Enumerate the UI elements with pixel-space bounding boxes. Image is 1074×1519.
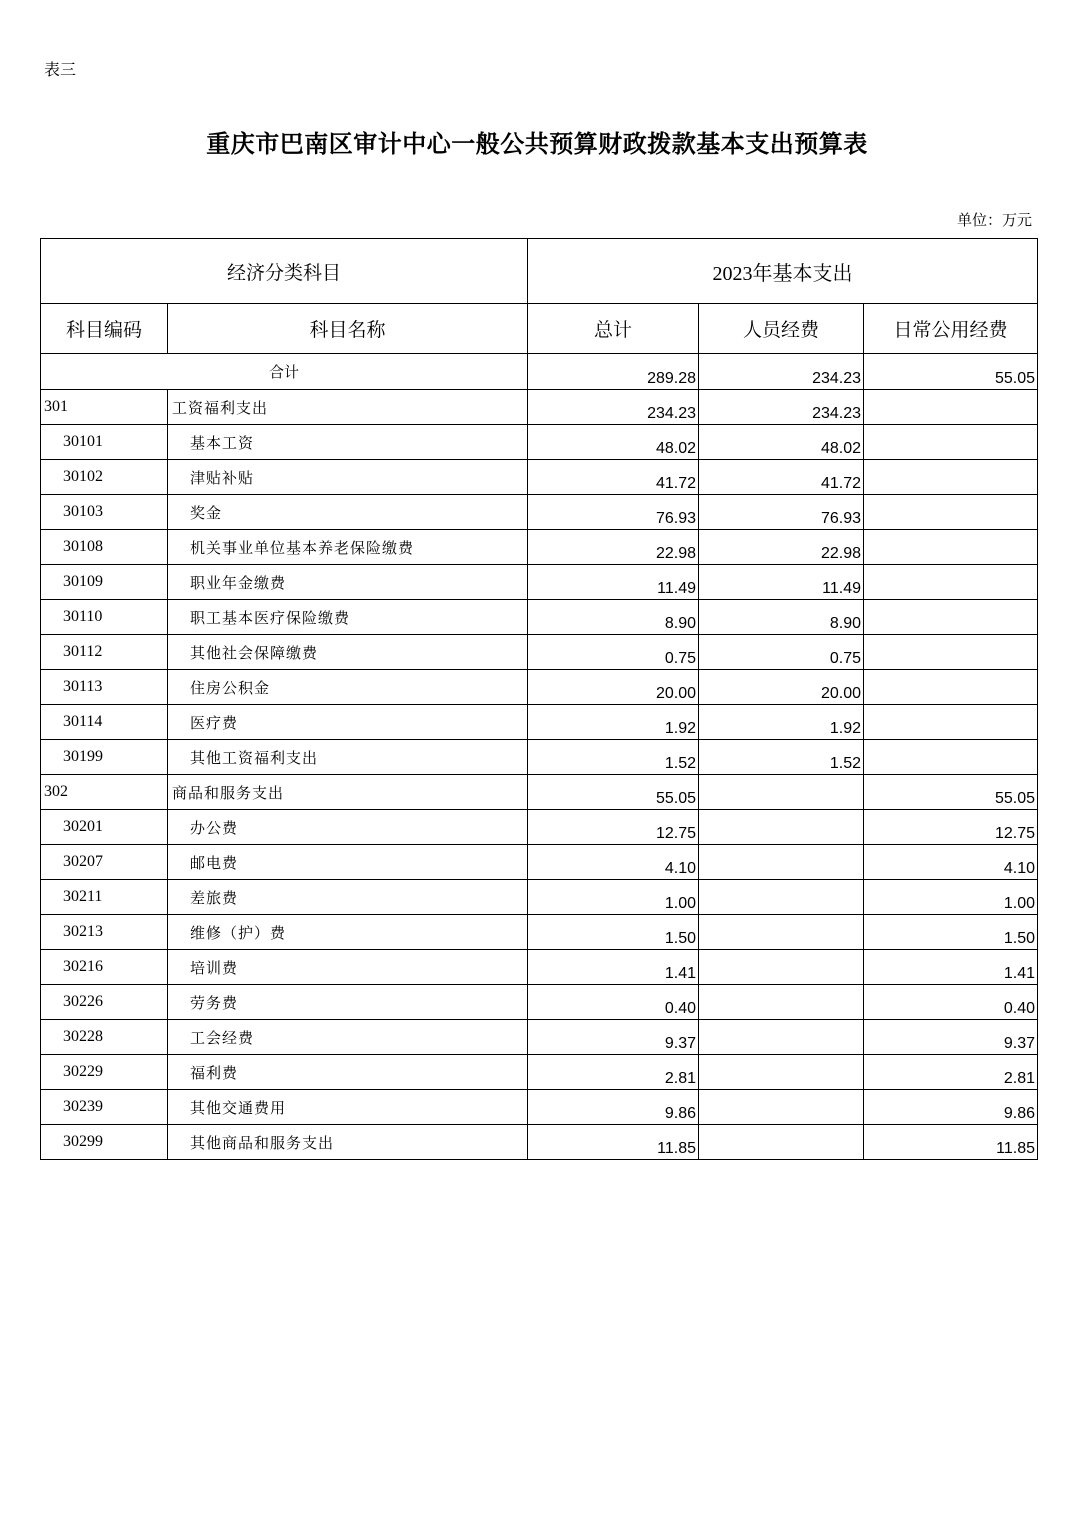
row-name: 办公费 [168, 810, 528, 845]
row-total: 12.75 [528, 810, 699, 845]
row-code: 30226 [41, 985, 168, 1020]
row-code: 30213 [41, 915, 168, 950]
row-public: 9.86 [864, 1090, 1038, 1125]
row-personnel [699, 775, 864, 810]
row-total: 1.50 [528, 915, 699, 950]
row-total: 11.85 [528, 1125, 699, 1160]
row-total: 2.81 [528, 1055, 699, 1090]
row-name: 劳务费 [168, 985, 528, 1020]
row-code: 30299 [41, 1125, 168, 1160]
row-code: 30112 [41, 635, 168, 670]
row-public [864, 565, 1038, 600]
table-row [41, 635, 1038, 670]
table-row [41, 1125, 1038, 1160]
row-code: 30216 [41, 950, 168, 985]
row-total: 1.00 [528, 880, 699, 915]
row-public [864, 635, 1038, 670]
row-code: 30207 [41, 845, 168, 880]
row-personnel: 8.90 [699, 600, 864, 635]
table-row [41, 740, 1038, 775]
row-name: 职工基本医疗保险缴费 [168, 600, 528, 635]
row-public: 1.00 [864, 880, 1038, 915]
row-public [864, 740, 1038, 775]
row-name: 津贴补贴 [168, 460, 528, 495]
row-personnel [699, 915, 864, 950]
row-personnel [699, 1090, 864, 1125]
row-code: 30211 [41, 880, 168, 915]
row-code: 30101 [41, 425, 168, 460]
row-public [864, 460, 1038, 495]
table-row [41, 810, 1038, 845]
row-personnel [699, 985, 864, 1020]
unit-note: 单位：万元 [956, 211, 1032, 229]
row-public [864, 425, 1038, 460]
header-name: 科目名称 [168, 304, 528, 354]
row-personnel [699, 950, 864, 985]
header-row-group [41, 239, 1038, 304]
row-public: 0.40 [864, 985, 1038, 1020]
table-row [41, 775, 1038, 810]
row-total: 55.05 [528, 775, 699, 810]
row-code: 302 [41, 775, 168, 810]
row-name: 职业年金缴费 [168, 565, 528, 600]
row-public [864, 670, 1038, 705]
total-amount: 289.28 [528, 354, 699, 390]
table-row [41, 950, 1038, 985]
row-total: 8.90 [528, 600, 699, 635]
row-total: 11.49 [528, 565, 699, 600]
row-code: 30114 [41, 705, 168, 740]
row-code: 30102 [41, 460, 168, 495]
total-label: 合计 [41, 354, 528, 390]
table-row [41, 880, 1038, 915]
row-code: 30109 [41, 565, 168, 600]
row-total: 234.23 [528, 390, 699, 425]
row-total: 22.98 [528, 530, 699, 565]
row-name: 其他交通费用 [168, 1090, 528, 1125]
row-code: 30199 [41, 740, 168, 775]
table-row [41, 1055, 1038, 1090]
header-row-columns [41, 304, 1038, 354]
row-name: 其他社会保障缴费 [168, 635, 528, 670]
row-name: 其他工资福利支出 [168, 740, 528, 775]
budget-table [40, 238, 1038, 1160]
header-personnel: 人员经费 [699, 304, 864, 354]
row-total: 48.02 [528, 425, 699, 460]
row-total: 0.75 [528, 635, 699, 670]
row-personnel: 76.93 [699, 495, 864, 530]
row-public: 11.85 [864, 1125, 1038, 1160]
row-personnel [699, 1125, 864, 1160]
row-code: 30239 [41, 1090, 168, 1125]
row-name: 住房公积金 [168, 670, 528, 705]
row-total: 20.00 [528, 670, 699, 705]
document-title: 重庆市巴南区审计中心一般公共预算财政拨款基本支出预算表 [206, 129, 868, 158]
total-personnel: 234.23 [699, 354, 864, 390]
row-public [864, 705, 1038, 740]
row-public: 9.37 [864, 1020, 1038, 1055]
row-public: 4.10 [864, 845, 1038, 880]
row-total: 0.40 [528, 985, 699, 1020]
row-personnel [699, 1020, 864, 1055]
header-year-expense: 2023年基本支出 [528, 239, 1038, 304]
table-label: 表三 [44, 60, 77, 79]
row-code: 30113 [41, 670, 168, 705]
row-code: 30108 [41, 530, 168, 565]
table-row [41, 390, 1038, 425]
row-personnel: 0.75 [699, 635, 864, 670]
row-personnel [699, 845, 864, 880]
table-row [41, 460, 1038, 495]
table-row [41, 915, 1038, 950]
table-row [41, 985, 1038, 1020]
table-row [41, 705, 1038, 740]
row-total: 76.93 [528, 495, 699, 530]
row-personnel: 1.52 [699, 740, 864, 775]
row-personnel [699, 880, 864, 915]
row-code: 30201 [41, 810, 168, 845]
row-personnel: 20.00 [699, 670, 864, 705]
row-public: 2.81 [864, 1055, 1038, 1090]
row-personnel: 48.02 [699, 425, 864, 460]
table-row [41, 600, 1038, 635]
row-name: 差旅费 [168, 880, 528, 915]
row-name: 工资福利支出 [168, 390, 528, 425]
row-name: 医疗费 [168, 705, 528, 740]
row-total: 9.86 [528, 1090, 699, 1125]
table-row [41, 530, 1038, 565]
table-row [41, 1020, 1038, 1055]
row-public [864, 495, 1038, 530]
header-code: 科目编码 [41, 304, 168, 354]
row-total: 9.37 [528, 1020, 699, 1055]
table-row [41, 565, 1038, 600]
row-public [864, 390, 1038, 425]
row-code: 30103 [41, 495, 168, 530]
total-row [41, 354, 1038, 390]
total-public: 55.05 [864, 354, 1038, 390]
header-total: 总计 [528, 304, 699, 354]
header-economic-category: 经济分类科目 [41, 239, 528, 304]
row-name: 培训费 [168, 950, 528, 985]
row-personnel [699, 810, 864, 845]
row-name: 基本工资 [168, 425, 528, 460]
row-name: 机关事业单位基本养老保险缴费 [168, 530, 528, 565]
row-public: 1.50 [864, 915, 1038, 950]
row-public: 55.05 [864, 775, 1038, 810]
table-row [41, 845, 1038, 880]
table-row [41, 670, 1038, 705]
row-personnel: 234.23 [699, 390, 864, 425]
row-total: 1.52 [528, 740, 699, 775]
row-public: 1.41 [864, 950, 1038, 985]
row-name: 商品和服务支出 [168, 775, 528, 810]
row-total: 4.10 [528, 845, 699, 880]
row-name: 工会经费 [168, 1020, 528, 1055]
row-personnel: 11.49 [699, 565, 864, 600]
row-name: 其他商品和服务支出 [168, 1125, 528, 1160]
row-total: 1.41 [528, 950, 699, 985]
row-name: 福利费 [168, 1055, 528, 1090]
row-name: 奖金 [168, 495, 528, 530]
row-name: 邮电费 [168, 845, 528, 880]
row-total: 41.72 [528, 460, 699, 495]
row-code: 30229 [41, 1055, 168, 1090]
row-total: 1.92 [528, 705, 699, 740]
row-personnel [699, 1055, 864, 1090]
row-personnel: 1.92 [699, 705, 864, 740]
header-public: 日常公用经费 [864, 304, 1038, 354]
row-public [864, 530, 1038, 565]
row-code: 30110 [41, 600, 168, 635]
table-row [41, 1090, 1038, 1125]
table-row [41, 425, 1038, 460]
row-public [864, 600, 1038, 635]
table-row [41, 495, 1038, 530]
row-personnel: 41.72 [699, 460, 864, 495]
row-public: 12.75 [864, 810, 1038, 845]
row-code: 301 [41, 390, 168, 425]
row-code: 30228 [41, 1020, 168, 1055]
row-personnel: 22.98 [699, 530, 864, 565]
row-name: 维修（护）费 [168, 915, 528, 950]
